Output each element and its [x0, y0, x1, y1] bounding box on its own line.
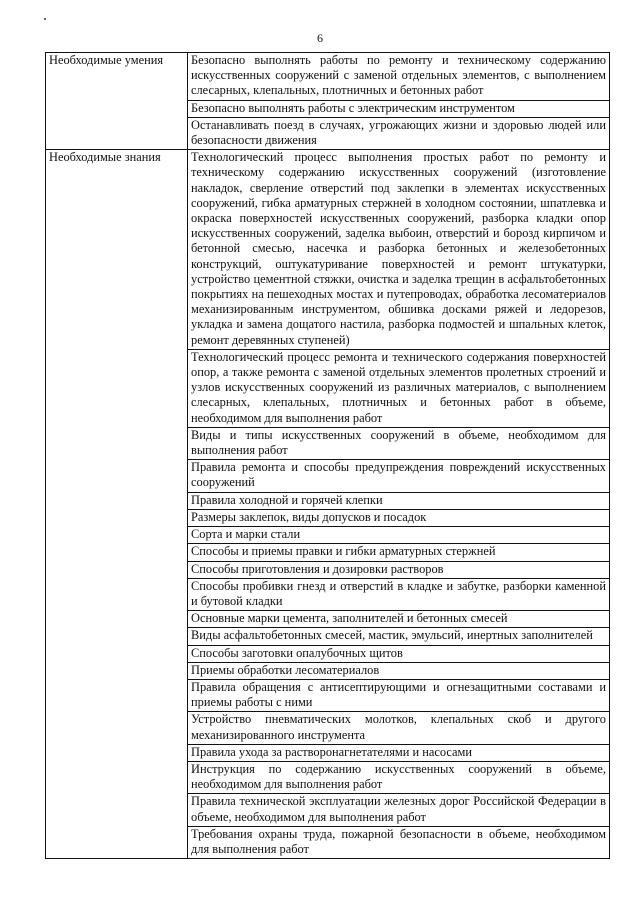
requirement-item: Инструкция по содержанию искусственных сооружений в объеме, необходимом для выполнения работ [188, 761, 610, 793]
requirement-item: Сорта и марки стали [188, 527, 610, 544]
requirements-table-body [46, 53, 610, 859]
requirement-item: Способы заготовки опалубочных щитов [188, 645, 610, 662]
requirement-item: Размеры заклепок, виды допусков и посадок [188, 509, 610, 526]
requirement-item: Виды асфальтобетонных смесей, мастик, эмульсий, инертных заполнителей [188, 628, 610, 645]
requirement-item: Требования охраны труда, пожарной безопасности в объеме, необходимом для выполнения работ [188, 826, 610, 858]
requirement-item: Способы и приемы правки и гибки арматурных стержней [188, 544, 610, 561]
requirement-item: Приемы обработки лесоматериалов [188, 662, 610, 679]
requirement-item: Способы пробивки гнезд и отверстий в кладке и забутке, разборки каменной и бутовой кладки [188, 578, 610, 610]
requirement-item: Правила ремонта и способы предупреждения повреждений искусственных сооружений [188, 460, 610, 492]
section-label: Необходимые умения [46, 53, 188, 150]
requirement-item: Правила обращения с антисептирующими и огнезащитными составами и приемы работы с ними [188, 679, 610, 711]
requirement-item: Правила холодной и горячей клепки [188, 492, 610, 509]
requirement-item: Безопасно выполнять работы по ремонту и техническому содержанию искусственных сооружений с заменой отдельных элементов, с выполнением слесарных, клепальных, плотничных и бетонных работ [188, 53, 610, 101]
requirement-item: Правила технической эксплуатации железных дорог Российской Федерации в объеме, необходимом для выполнения работ [188, 794, 610, 826]
table-row [46, 150, 610, 350]
requirement-item: Основные марки цемента, заполнителей и бетонных смесей [188, 611, 610, 628]
requirement-item: Безопасно выполнять работы с электрическим инструментом [188, 100, 610, 117]
scan-speck [44, 18, 46, 20]
requirement-item: Правила ухода за растворонагнетателями и насосами [188, 744, 610, 761]
section-label: Необходимые знания [46, 150, 188, 859]
requirement-item: Останавливать поезд в случаях, угрожающих жизни и здоровью людей или безопасности движения [188, 117, 610, 149]
requirement-item: Способы приготовления и дозировки растворов [188, 561, 610, 578]
page-number: 6 [317, 31, 323, 45]
requirement-item: Виды и типы искусственных сооружений в объеме, необходимом для выполнения работ [188, 427, 610, 459]
requirement-item: Технологический процесс выполнения простых работ по ремонту и техническому содержанию искусственных сооружений (изготовление накладок, сверление отверстий под заклепки в элементах искусственных сооружений, гибка арматурных стержней в холодном состоянии, шпатлевка и окраска поверхностей искусственных сооружений, разборка кладки опор искусственных сооружений, заделка выбоин, отверстий и борозд кирпичом и бетонной смесью, насечка и разборка бетонных и железобетонных конструкций, оштукатуривание поверхностей и ремонт штукатурки, устройство цементной стяжки, очистка и заделка трещин в асфальтобетонных покрытиях на пешеходных мостах и путепроводах, обработка лесоматериалов механизированным инструментом, обшивка досками ряжей и ледорезов, укладка и замена дощатого настила, разборка подмостей и шпальных клеток, ремонт деревянных ступеней) [188, 150, 610, 350]
requirement-item: Устройство пневматических молотков, клепальных скоб и другого механизированного инструмента [188, 712, 610, 744]
requirement-item: Технологический процесс ремонта и технического содержания поверхностей опор, а также ремонта с заменой отдельных элементов пролетных строений и узлов искусственных сооружений из различных материалов, с выполнением слесарных, клепальных, плотничных и бетонных работ в объеме, необходимом для выполнения работ [188, 349, 610, 427]
table-row [46, 53, 610, 101]
requirements-table [45, 52, 610, 859]
